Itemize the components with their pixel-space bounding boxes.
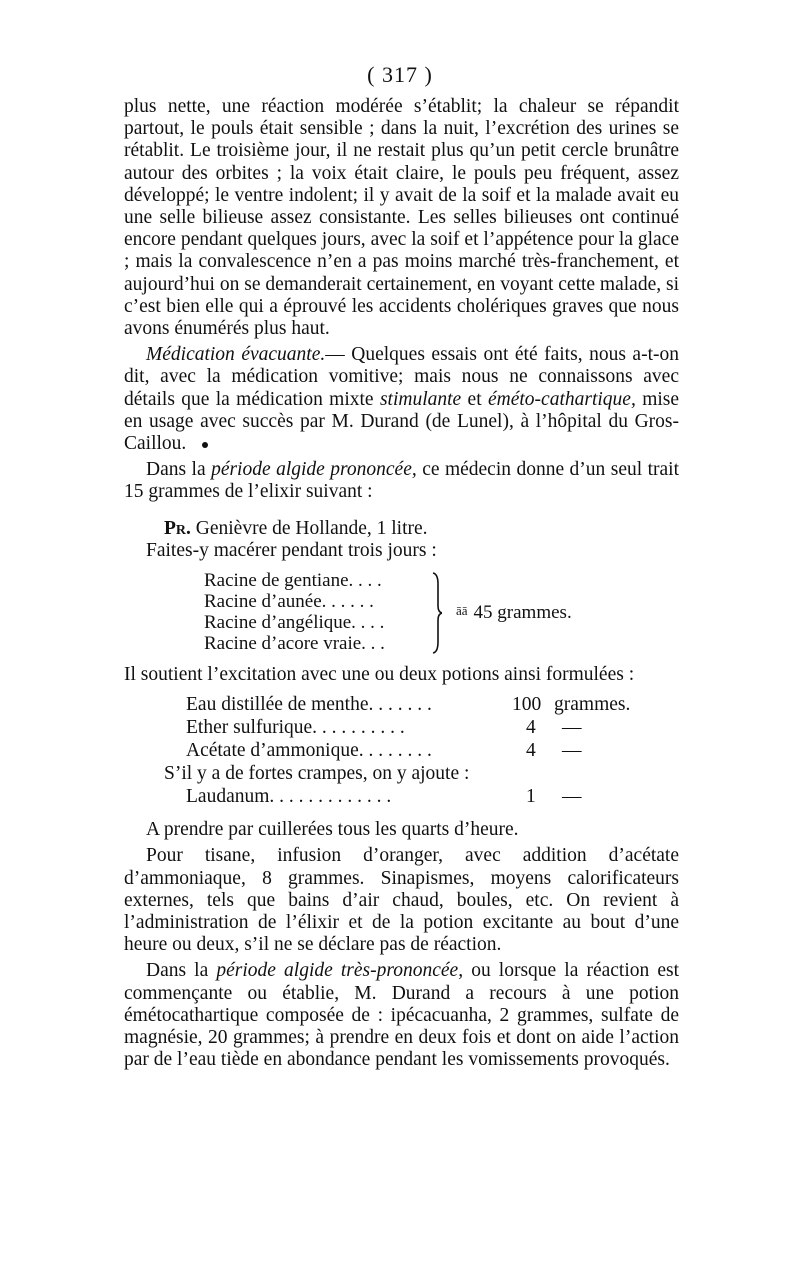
ingredient-amount: 100 <box>512 694 542 716</box>
ingredient-unit: — <box>562 786 582 808</box>
ingredient-unit: — <box>562 717 582 739</box>
ingredient-name: Ether sulfurique. . . . . . . . . . <box>186 717 405 739</box>
roots-quantity <box>456 600 572 623</box>
root-item: Racine d’acore vraie. . . <box>204 633 385 655</box>
roots-list <box>204 570 385 654</box>
text: ce médecin donne d’un seul trait 15 grammes de l’elixir suivant : <box>124 459 680 503</box>
ingredient-amount: 4 <box>526 717 536 739</box>
paragraph-medication-evacuante <box>124 344 679 455</box>
prescription-label: Pr. <box>164 517 191 539</box>
page-body <box>124 96 679 1072</box>
paragraph-periode-tres-prononcee <box>124 960 679 1071</box>
paragraph-case-report: plus nette, une réaction modérée s’établit; la chaleur se répandit partout, le pouls était sensible ; dans la nuit, l’excrétion des urines se rétablit. Le troisième jour, il ne restait plus qu’un petit cercle brunâtre autour des orbites ; la voix était claire, le pouls peu fréquent, assez développé; le ventre indolent; il y avait de la soif et la malade avait eu une selle bilieuse assez consistante. Les selles bilieuses ont continué encore pendant quelques jours, avec la soif et l’appétence pour la glace ; mais la convalescence n’en a pas moins marché très-franchement, et aujourd’hui on se demanderait certainement, en voyant cette malade, si c’est bien elle qui a éprouvé les accidents cholériques graves que nous avons énumérés plus haut. <box>124 96 679 340</box>
section-heading: Médication évacuante. <box>146 344 326 366</box>
text: ou lorsque la réaction est commençante ou établie, M. Durand a recours à une potion émétocathartique composée de : ipécacuanha, 2 grammes, sulfate de magnésie, 20 grammes; à prendre en deux fois et dont on aide l’action par de l’eau tiède en abondance pendant les vomissements provoqués. <box>124 960 680 1071</box>
root-item: Racine d’angélique. . . . <box>204 612 385 634</box>
text: et <box>467 388 482 410</box>
paragraph-tisane: Pour tisane, infusion d’oranger, avec addition d’acétate d’ammoniaque, 8 grammes. Sinapismes, moyens calorificateurs externes, tels que bains d’air chaud, boules, etc. On revient à l’administration de l’élixir et de la potion excitante au bout d’une heure ou deux, s’il ne se déclare pas de réaction. <box>124 845 679 956</box>
text: Dans la <box>146 960 209 982</box>
page-number: ( 317 ) <box>367 62 433 87</box>
ingredient-amount: 4 <box>526 740 536 762</box>
text: mise en usage avec succès par M. Durand (de Lunel), à l’hôpital du Gros-Caillou. <box>124 388 680 455</box>
ingredient-amount: 1 <box>526 786 536 808</box>
root-item: Racine d’aunée. . . . . . <box>204 591 374 613</box>
formula-row <box>164 740 679 763</box>
emphasis: période algide prononcée, <box>211 459 417 481</box>
paragraph-periode-algide <box>124 459 679 503</box>
emphasis: période algide très-prononcée, <box>216 960 464 982</box>
macerate-line: Faites-y macérer pendant trois jours : <box>146 539 437 561</box>
cramps-text: S’il y a de fortes crampes, on y ajoute : <box>164 763 470 785</box>
ana-symbol: āā <box>456 603 468 619</box>
emphasis: stimulante <box>379 388 462 410</box>
prescription-text: Genièvre de Hollande, 1 litre. <box>195 517 428 539</box>
text: Dans la <box>146 459 206 481</box>
potion-formula <box>124 694 679 809</box>
formula-row <box>164 786 679 809</box>
ink-dot-mark <box>202 442 208 448</box>
ingredient-unit: grammes. <box>554 694 631 716</box>
quantity-value: 45 grammes. <box>473 602 572 624</box>
formula-row <box>164 717 679 740</box>
ingredient-name: Laudanum. . . . . . . . . . . . . <box>186 786 392 808</box>
prescription-line <box>124 518 679 540</box>
paragraph-dosage: A prendre par cuillerées tous les quarts d’heure. <box>146 819 519 841</box>
emphasis: éméto-cathartique, <box>487 388 636 410</box>
ingredient-unit: — <box>562 740 582 762</box>
roots-ingredients <box>204 570 624 660</box>
formula-row <box>164 694 679 717</box>
root-item: Racine de gentiane. . . . <box>204 570 382 592</box>
ingredient-name: Acétate d’ammonique. . . . . . . . <box>186 740 432 762</box>
excitation-line: Il soutient l’excitation avec une ou deux potions ainsi formulées : <box>124 664 635 686</box>
ingredient-name: Eau distillée de menthe. . . . . . . <box>186 694 432 716</box>
right-brace <box>432 572 442 654</box>
cramps-line <box>164 763 679 786</box>
text: — Quelques essais ont été faits, nous a-t-on dit, avec la médication vomitive; mais nous ne connaissons avec détails que la médication mixte <box>124 344 679 410</box>
